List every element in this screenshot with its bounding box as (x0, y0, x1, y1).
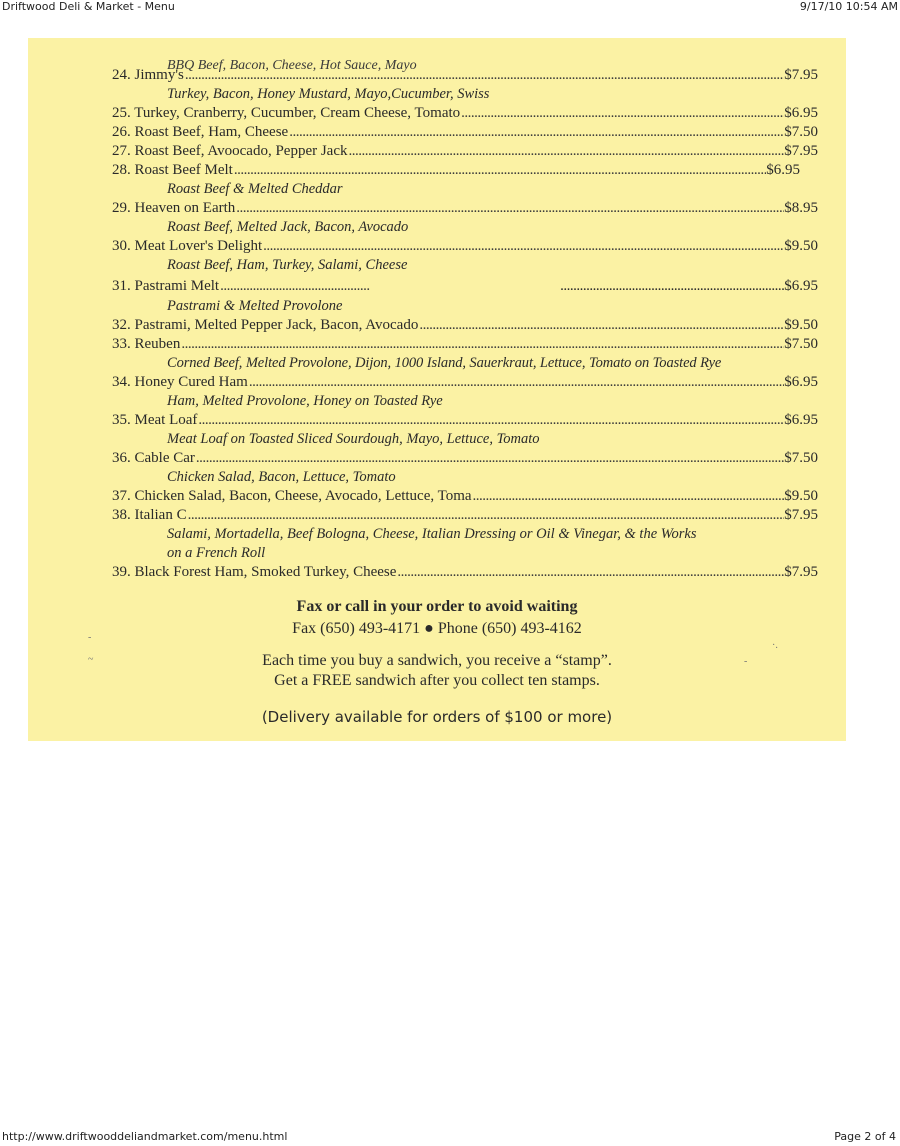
menu-item: 27. Roast Beef, Avoocado, Pepper Jack ..... $7.95 (112, 142, 818, 161)
menu-item: 26. Roast Beef, Ham, Cheese ..... $7.50 (112, 123, 818, 142)
price: $6.95 (766, 162, 800, 178)
page-title: Driftwood Deli & Market - Menu (2, 0, 175, 13)
price: $7.95 (784, 67, 818, 83)
item-description: Pastrami & Melted Provolone (167, 298, 343, 314)
price: $6.95 (784, 374, 818, 390)
item-description: Corned Beef, Melted Provolone, Dijon, 1000 Island, Sauerkraut, Lettuce, Tomato on Toasted Rye (167, 355, 722, 371)
item-description: Ham, Melted Provolone, Honey on Toasted Rye (167, 393, 443, 409)
price: $9.50 (784, 488, 818, 504)
price: $6.95 (784, 278, 818, 294)
menu-item: 24. Jimmy's ..... $7.95 (112, 66, 818, 85)
page-url: http://www.driftwooddeliandmarket.com/menu.html (2, 1130, 288, 1143)
item-description: Salami, Mortadella, Beef Bologna, Cheese, Italian Dressing or Oil & Vinegar, & the Works (167, 526, 697, 542)
menu-item: 30. Meat Lover's Delight ..... $9.50 (112, 237, 818, 256)
item-description: Roast Beef & Melted Cheddar (167, 181, 343, 197)
menu-item: 38. Italian C ..... $7.95 (112, 506, 818, 525)
page-number: Page 2 of 4 (834, 1130, 896, 1143)
menu-item: 34. Honey Cured Ham ..... $6.95 (112, 373, 818, 392)
print-datetime: 9/17/10 10:54 AM (799, 0, 898, 13)
speck-mark: ·. (772, 640, 778, 651)
item-description: Chicken Salad, Bacon, Lettuce, Tomato (167, 469, 396, 485)
price: $9.50 (784, 238, 818, 254)
menu-item: 33. Reuben ..... $7.50 (112, 335, 818, 354)
price: $7.50 (784, 124, 818, 140)
price: $7.50 (784, 450, 818, 466)
price: $7.95 (784, 564, 818, 580)
menu-item: 32. Pastrami, Melted Pepper Jack, Bacon, Avocado ..... $9.50 (112, 316, 818, 335)
speck-mark: - (744, 656, 748, 667)
price: $7.95 (784, 143, 818, 159)
menu-item: 35. Meat Loaf ..... $6.95 (112, 411, 818, 430)
stamp-info-line1: Each time you buy a sandwich, you receive a “stamp”. (262, 652, 612, 669)
item-description: Meat Loaf on Toasted Sliced Sourdough, Mayo, Lettuce, Tomato (167, 431, 540, 447)
price: $9.50 (784, 317, 818, 333)
price: $8.95 (784, 200, 818, 216)
speck-mark: - (88, 632, 92, 643)
menu-item: 29. Heaven on Earth ..... $8.95 (112, 199, 818, 218)
order-info-title: Fax or call in your order to avoid waiting (296, 598, 578, 615)
menu-item: 39. Black Forest Ham, Smoked Turkey, Cheese ..... $7.95 (112, 563, 818, 582)
price: $7.50 (784, 336, 818, 352)
print-header (0, 0, 900, 16)
price: $7.95 (784, 507, 818, 523)
speck-mark: ~ (88, 654, 94, 665)
menu-item: 37. Chicken Salad, Bacon, Cheese, Avocado, Lettuce, Toma ..... $9.50 (112, 487, 818, 506)
price: $6.95 (784, 412, 818, 428)
menu-item: 25. Turkey, Cranberry, Cucumber, Cream Cheese, Tomato ..... $6.95 (112, 104, 818, 123)
delivery-note: (Delivery available for orders of $100 or more) (261, 708, 613, 726)
item-description: Roast Beef, Ham, Turkey, Salami, Cheese (167, 257, 408, 273)
menu-item: 31. Pastrami Melt ..... ..... $6.95 (112, 275, 818, 297)
price: $6.95 (784, 105, 818, 121)
order-contact: Fax (650) 493-4171 ● Phone (650) 493-4162 (292, 620, 582, 637)
item-description: Turkey, Bacon, Honey Mustard, Mayo,Cucumber, Swiss (167, 86, 490, 102)
menu-item: 36. Cable Car ..... $7.50 (112, 449, 818, 468)
stamp-info-line2: Get a FREE sandwich after you collect ten stamps. (274, 672, 600, 689)
item-description-continued: on a French Roll (167, 545, 266, 561)
menu-list (112, 58, 818, 582)
print-footer (0, 1128, 900, 1146)
menu-sheet (28, 38, 846, 741)
cut-off-description: BBQ Beef, Bacon, Cheese, Hot Sauce, Mayo (167, 58, 417, 73)
menu-item: 28. Roast Beef Melt ..... $6.95 (112, 161, 800, 180)
item-description: Roast Beef, Melted Jack, Bacon, Avocado (167, 219, 409, 235)
